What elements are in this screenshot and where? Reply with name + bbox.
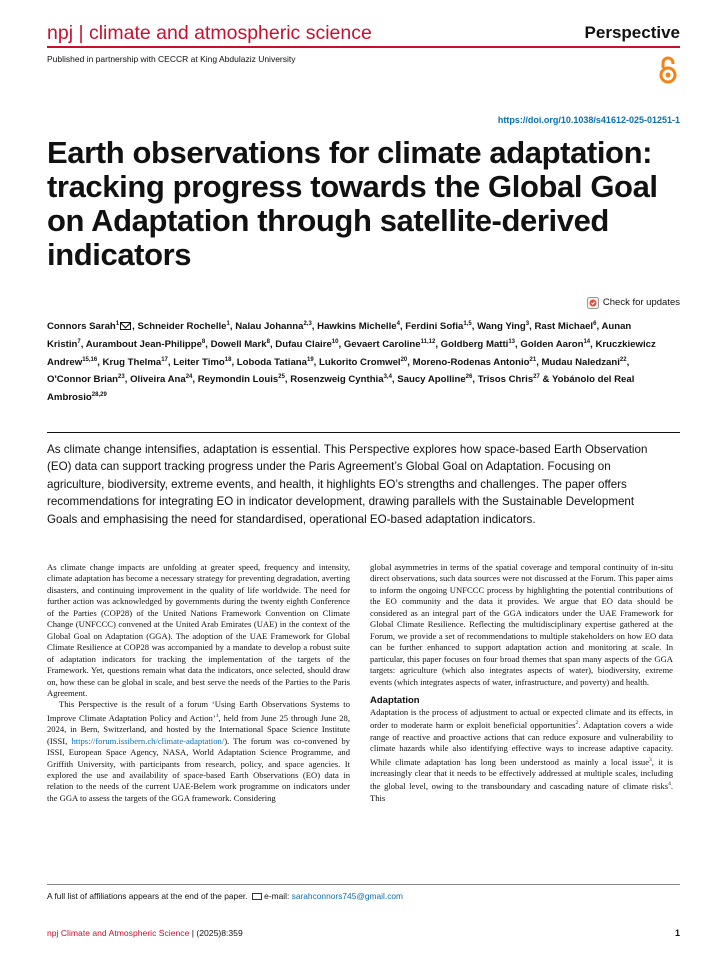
author-separator: ,	[192, 374, 198, 386]
author-name[interactable]: Ferdini Sofia	[405, 321, 464, 333]
author-affiliation: 1,5	[463, 321, 472, 327]
author-name[interactable]: Krug Thelma	[102, 356, 162, 368]
author-name[interactable]: Loboda Tatiana	[236, 356, 307, 368]
citation[interactable]: 1	[215, 712, 219, 719]
abstract-divider	[47, 432, 680, 433]
body-text: Adaptation is the process of adjustment to actual or expected climate and its effects, in order to moderate harm or exploit beneficial opportunities	[370, 706, 673, 731]
author-separator: ,	[338, 338, 344, 350]
author-name[interactable]: Mudau Naledzani	[541, 356, 620, 368]
author-affiliation: 2,3	[303, 321, 312, 327]
author-name[interactable]: Connors Sarah	[47, 321, 116, 333]
author-name[interactable]: Leiter Timo	[173, 356, 225, 368]
author-affiliation: 1	[115, 321, 120, 327]
page-footer	[47, 928, 243, 939]
author-name[interactable]: O'Connor Brian	[47, 374, 119, 386]
body-text: ). The forum was co-convened by ISSI, European Space Agency, NASA, World Adaptation Science Programme, and Griffith University, with participants from research, policy, and space agencies. It explored the use and availability of space-based Earth Observations (EO) data in relation to the needs of the current UAE-Belem work programme on indicators under the GGA to assess the targets of the GGA framework. Considering	[47, 735, 350, 803]
journal-header	[47, 20, 680, 46]
author-name[interactable]: Aunan Kristin	[47, 321, 632, 350]
partnership-note: Published in partnership with CECCR at King Abdulaziz University	[47, 54, 296, 64]
article-title: Earth observations for climate adaptation: tracking progress towards the Global Goal on Adaptation through satellite-derived indicators	[47, 135, 658, 272]
abstract: As climate change intensifies, adaptation is essential. This Perspective explores how space-based Earth Observation (EO) data can support tracking progress under the Paris Agreement’s Global Goal on Adaptation. Focusing on agriculture, biodiversity, extreme events, and health, it highlights EO’s strengths and challenges. The paper offers recommendations for integrating EO in indicator development, drawing parallels with the Sustainable Development Goals and emphasising the need for standardised, operational EO-based adaptation indicators.	[47, 443, 648, 526]
check-for-updates-button[interactable]	[587, 297, 680, 309]
body-paragraph	[370, 707, 673, 804]
article-type: Perspective	[584, 23, 680, 42]
author-separator: ,	[590, 338, 596, 350]
author-affiliation: 15,16	[82, 356, 98, 363]
author-affiliation: 6	[593, 321, 597, 327]
author-affiliation: 14	[583, 338, 591, 345]
footer-journal-name[interactable]: npj Climate and Atmospheric Science	[47, 928, 190, 938]
author-list	[47, 317, 667, 406]
body-paragraph	[47, 699, 350, 804]
author-separator: ,	[391, 374, 398, 386]
author-name[interactable]: Kruczkiewicz Andrew	[47, 338, 656, 368]
corresponding-author-mail-icon[interactable]	[120, 322, 131, 330]
author-affiliation: 8	[266, 338, 270, 345]
body-text: This Perspective is the result of a forum ‘Using Earth Observations Systems to Improve Climate Adaptation Policy and Action’	[47, 699, 350, 723]
author-separator: ,	[231, 356, 237, 368]
body-column-left	[47, 562, 350, 804]
author-affiliation: 4	[396, 321, 400, 327]
section-heading: Adaptation	[370, 694, 420, 706]
author-name[interactable]: Saucy Apolline	[397, 374, 466, 386]
brand-separator: |	[78, 22, 84, 44]
author-name[interactable]: Golden Aaron	[520, 338, 584, 350]
check-updates-icon	[587, 297, 599, 309]
author-separator: ,	[472, 374, 478, 386]
author-separator: ,	[80, 338, 86, 350]
author-separator: &	[539, 374, 552, 386]
author-name[interactable]: Wang Ying	[477, 321, 526, 333]
author-name[interactable]: Rosenzweig Cynthia	[290, 374, 384, 386]
author-affiliation: 17	[161, 356, 168, 363]
header-rule	[47, 46, 680, 48]
citation[interactable]: 2	[575, 720, 579, 727]
author-name[interactable]: Dowell Mark	[210, 338, 267, 350]
author-separator: ,	[311, 321, 318, 333]
author-separator: ,	[97, 356, 103, 368]
author-affiliation: 26	[465, 374, 473, 381]
brand-journal-name: climate and atmospheric science	[88, 22, 372, 44]
body-text: . This	[370, 781, 673, 803]
author-name[interactable]: Dufau Claire	[275, 338, 332, 350]
author-name[interactable]: Yobánolo del Real Ambrosio	[47, 374, 635, 404]
author-affiliation: 27	[533, 374, 540, 381]
author-separator: ,	[399, 321, 406, 333]
footer-separator: |	[191, 928, 194, 938]
author-affiliation: 3	[525, 321, 530, 327]
doi-link[interactable]: https://doi.org/10.1038/s41612-025-01251-1	[497, 115, 680, 125]
author-separator: ,	[536, 356, 542, 368]
author-separator: ,	[284, 374, 291, 386]
author-name[interactable]: Nalau Johanna	[235, 321, 304, 333]
body-paragraph: global asymmetries in terms of the spatial coverage and temporal continuity of in-situ direct observations, such data sources were not discussed at the Forum. This paper aims to inform the ongoing UNFCCC process by highlighting the potential contributions of the EO community and the data it provides. We argue that EO data should be considered as an integral part of the GGA indicators under the UAE Framework for Global Climate Resilience. Reflecting the multidisciplinary expertise gathered at the Forum, we provide a set of recommendations to multiple stakeholders on how EO data can be further enhanced to support adaptation action and monitoring at scale. In particular, this paper focuses on four broad themes that span many aspects of the GGA targets: agriculture (which also integrates aspects of water), biodiversity, extreme events (which integrates aspects of water, infrastructure, and poverty) and health.	[370, 562, 673, 687]
author-separator: ,	[132, 321, 138, 333]
check-updates-label: Check for updates	[602, 297, 680, 308]
author-affiliation: 22	[619, 356, 627, 363]
footnote	[47, 891, 403, 902]
author-affiliation: 8	[201, 338, 206, 345]
email-label: e-mail:	[264, 891, 290, 901]
author-name[interactable]: Trisos Chris	[477, 374, 534, 386]
author-affiliation: 21	[529, 356, 537, 363]
footnote-divider	[47, 884, 680, 885]
author-affiliation: 25	[278, 374, 285, 381]
author-separator: ,	[626, 356, 630, 368]
author-affiliation: 13	[508, 338, 516, 345]
author-separator: ,	[229, 321, 236, 333]
author-affiliation: 20	[400, 356, 408, 363]
author-name[interactable]: Rast Michael	[534, 321, 594, 333]
author-separator: ,	[407, 356, 413, 368]
citation[interactable]: 4	[668, 781, 671, 788]
brand-npj: npj	[47, 22, 74, 44]
author-affiliation: 7	[77, 338, 81, 345]
author-affiliation: 3,4	[383, 374, 392, 381]
author-name[interactable]: Oliveira Ana	[130, 374, 186, 386]
author-separator: ,	[313, 356, 320, 368]
author-separator: ,	[529, 321, 535, 333]
author-affiliation: 18	[224, 356, 232, 363]
author-separator: ,	[167, 356, 174, 368]
author-name[interactable]: Goldberg Matti	[440, 338, 509, 350]
author-affiliation: 23	[118, 374, 125, 381]
forum-link[interactable]: https://forum.issibern.ch/climate-adaptation/	[71, 735, 225, 746]
citation[interactable]: 3	[649, 756, 652, 763]
body-text: . Adaptation covers a wide range of reactive and proactive actions that can reduce exposure and vulnerability to climate hazards while also identifying effective ways to increase adaptive capacity. While climate adaptation has long been understood as mainly a local issue	[370, 720, 673, 767]
footer-issue: (2025)8:359	[196, 928, 243, 938]
affiliations-note: A full list of affiliations appears at the end of the paper.	[47, 891, 248, 901]
author-affiliation: 19	[306, 356, 314, 363]
author-separator: ,	[471, 321, 478, 333]
journal-brand[interactable]	[47, 22, 372, 44]
author-separator: ,	[124, 374, 131, 386]
body-paragraph: As climate change impacts are unfolding at greater speed, frequency and intensity, climate adaptation has become a necessary strategy for preventing degradation, averting disasters, and continuing improvement in the quality of life worldwide. The need for further action was acknowledged by governments during the twenty eighth Conference of the Parties (COP28) of the United Nations Framework Convention on Climate Change (UNFCCC) convened at the United Arab Emirates (UAE) in the context of the Global Goal on Adaptation (GGA). The adoption of the UAE Framework for Global Climate Resilience at COP28 was accompanied by a mandate to develop a robust suite of adaptation indicators for tracking the implementation of the targets of the Framework. Yet, questions remain what data the indicators, once selected, should draw on, how these can be global in scale, and best serve the needs of the Parties to the Paris Agreement.	[47, 562, 350, 698]
author-affiliation: 24	[185, 374, 193, 381]
author-separator: ,	[596, 321, 602, 333]
author-name[interactable]: Aurambout Jean-Philippe	[85, 338, 202, 350]
author-name[interactable]: Schneider Rochelle	[137, 321, 227, 333]
email-link[interactable]: sarahconnors745@gmail.com	[291, 891, 404, 901]
body-text: , held from June 25 through June 28, 2024, in Bern, Switzerland, and hosted by the International Space Science Institute (ISSI,	[47, 712, 351, 746]
body-column-right	[370, 562, 673, 804]
author-affiliation: 28,29	[91, 392, 107, 399]
author-affiliation: 10	[331, 338, 339, 345]
author-separator: ,	[515, 338, 521, 350]
author-separator: ,	[435, 338, 441, 350]
author-name[interactable]: Moreno-Rodenas Antonio	[412, 356, 530, 368]
page-number: 1	[674, 928, 680, 938]
author-separator: ,	[205, 338, 211, 350]
author-name[interactable]: Reymondin Louis	[197, 374, 279, 386]
author-name[interactable]: Gevaert Caroline	[343, 338, 421, 350]
author-name[interactable]: Hawkins Michelle	[317, 321, 397, 333]
author-affiliation: 1	[226, 321, 230, 327]
email-icon	[252, 893, 262, 900]
author-separator: ,	[269, 338, 276, 350]
open-access-icon[interactable]	[658, 55, 678, 85]
author-affiliation: 11,12	[420, 338, 436, 345]
author-name[interactable]: Lukorito Cromwel	[319, 356, 401, 368]
body-text: , it is increasingly clear that it needs to be effectively addressed at multiple scales, including the global level, owing to the transboundary and cascading nature of climate risks	[370, 756, 673, 792]
